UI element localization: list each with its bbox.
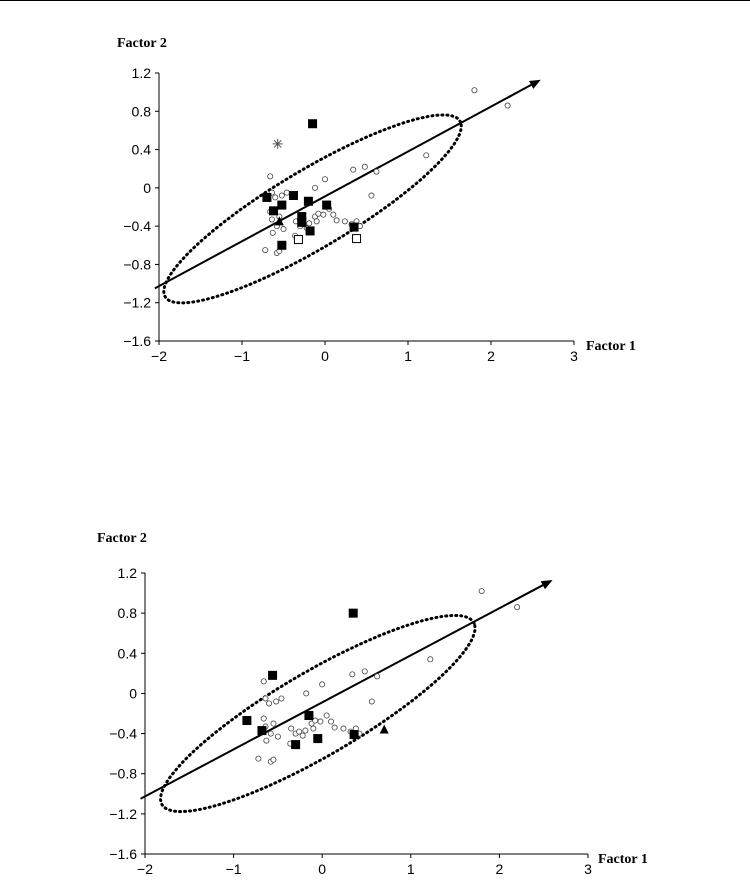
data-point-circle xyxy=(515,605,520,610)
data-point-circle xyxy=(273,195,278,200)
x-tick-label: 1 xyxy=(406,861,415,877)
x-tick-label: 0 xyxy=(321,348,329,364)
data-point-circle xyxy=(375,674,380,679)
data-point-circle xyxy=(261,679,266,684)
y-tick-label: 1.2 xyxy=(117,565,137,581)
data-point-filled-square xyxy=(308,119,317,128)
y-tick-label: 0.4 xyxy=(117,645,137,662)
data-point-circle xyxy=(300,733,305,738)
page-top-rule xyxy=(0,0,750,1)
y-tick-label: 0 xyxy=(129,685,137,702)
x-axis-title: Factor 1 xyxy=(598,852,648,867)
data-point-circle xyxy=(307,221,312,226)
data-point-circle xyxy=(321,212,326,217)
data-point-circle xyxy=(331,212,336,217)
data-point-circle xyxy=(268,731,273,736)
data-point-triangle xyxy=(380,725,389,734)
data-point-filled-square xyxy=(257,726,266,735)
data-point-filled-square xyxy=(313,734,322,743)
y-tick-label: 0 xyxy=(143,179,151,196)
confidence-ellipse xyxy=(164,115,462,303)
data-point-filled-square xyxy=(291,740,300,749)
data-point-circle xyxy=(341,726,346,731)
factor-scatter-chart-2 xyxy=(0,525,750,893)
data-point-circle xyxy=(304,691,309,696)
x-tick-label: 1 xyxy=(404,348,412,364)
y-tick-label: 0.8 xyxy=(117,605,137,622)
data-point-circle xyxy=(311,726,316,731)
data-point-circle xyxy=(270,230,275,235)
data-point-circle xyxy=(275,734,280,739)
data-point-circle xyxy=(271,757,276,762)
data-point-asterisk xyxy=(273,139,283,149)
y-tick-label: −0.8 xyxy=(123,256,151,273)
data-point-circle xyxy=(281,226,286,231)
data-point-circle xyxy=(320,682,325,687)
data-point-circle xyxy=(303,728,308,733)
data-point-filled-square xyxy=(349,609,358,618)
y-tick-label: 0.8 xyxy=(131,103,151,120)
data-point-circle xyxy=(314,219,319,224)
data-point-filled-square xyxy=(304,197,313,206)
x-tick-label: 2 xyxy=(495,861,504,877)
data-point-circle xyxy=(362,164,367,169)
x-tick-label: 3 xyxy=(570,348,578,364)
trend-arrow-line xyxy=(141,585,543,799)
y-tick-label: −1.2 xyxy=(123,294,151,311)
data-point-circle xyxy=(274,699,279,704)
trend-arrow-line xyxy=(155,85,531,288)
data-point-circle xyxy=(374,169,379,174)
y-tick-label: −1.6 xyxy=(109,846,137,862)
data-point-filled-square xyxy=(268,671,277,680)
data-point-circle xyxy=(312,185,317,190)
y-tick-label: −0.4 xyxy=(109,725,137,742)
data-point-circle xyxy=(263,247,268,252)
y-tick-label: −0.8 xyxy=(109,765,137,782)
data-point-filled-square xyxy=(289,191,298,200)
data-point-circle xyxy=(362,669,367,674)
confidence-ellipse xyxy=(161,615,476,811)
data-point-circle xyxy=(351,167,356,172)
x-tick-label: −1 xyxy=(225,861,242,877)
data-point-circle xyxy=(334,218,339,223)
data-point-filled-square xyxy=(277,241,286,250)
data-point-open-square xyxy=(294,236,302,244)
data-point-circle xyxy=(428,657,433,662)
data-point-circle xyxy=(369,193,374,198)
data-point-circle xyxy=(322,177,327,182)
data-point-circle xyxy=(342,219,347,224)
data-point-filled-square xyxy=(269,206,278,215)
y-tick-label: −0.4 xyxy=(123,218,151,235)
x-axis-title: Factor 1 xyxy=(586,339,636,354)
data-point-filled-square xyxy=(350,730,359,739)
y-axis-title: Factor 2 xyxy=(117,36,167,51)
data-point-circle xyxy=(264,738,269,743)
y-tick-label: 1.2 xyxy=(131,65,151,81)
data-point-circle xyxy=(324,713,329,718)
data-point-circle xyxy=(350,672,355,677)
data-point-circle xyxy=(472,88,477,93)
data-point-filled-square xyxy=(306,226,315,235)
data-point-circle xyxy=(261,716,266,721)
data-point-filled-square xyxy=(322,201,331,210)
data-point-open-square xyxy=(353,235,361,243)
data-point-circle xyxy=(279,696,284,701)
data-point-circle xyxy=(268,174,273,179)
data-point-circle xyxy=(284,190,289,195)
data-point-circle xyxy=(271,721,276,726)
data-point-circle xyxy=(263,696,268,701)
factor-scatter-chart-1 xyxy=(0,30,750,380)
data-point-circle xyxy=(266,701,271,706)
x-tick-label: −1 xyxy=(234,348,250,364)
data-point-filled-square xyxy=(350,223,359,232)
data-point-circle xyxy=(289,726,294,731)
x-tick-label: 0 xyxy=(318,861,327,877)
data-point-circle xyxy=(479,588,484,593)
data-point-filled-square xyxy=(242,716,251,725)
x-tick-label: −2 xyxy=(137,861,153,877)
data-point-filled-square xyxy=(304,711,313,720)
data-point-circle xyxy=(328,719,333,724)
data-point-filled-square xyxy=(277,201,286,210)
data-point-circle xyxy=(505,103,510,108)
data-point-circle xyxy=(318,719,323,724)
x-tick-label: 2 xyxy=(487,348,495,364)
data-point-filled-square xyxy=(297,218,306,227)
y-axis-title: Factor 2 xyxy=(97,531,147,546)
y-tick-label: −1.6 xyxy=(123,333,151,349)
y-tick-label: 0.4 xyxy=(131,141,151,158)
y-tick-label: −1.2 xyxy=(109,805,137,822)
x-tick-label: −2 xyxy=(151,348,167,364)
data-point-circle xyxy=(369,699,374,704)
data-point-circle xyxy=(424,153,429,158)
data-point-circle xyxy=(256,756,261,761)
data-point-circle xyxy=(332,725,337,730)
data-point-circle xyxy=(279,193,284,198)
data-point-triangle xyxy=(275,216,284,225)
data-point-circle xyxy=(316,211,321,216)
data-point-circle xyxy=(269,217,274,222)
data-point-filled-square xyxy=(262,193,271,202)
x-tick-label: 3 xyxy=(584,861,592,877)
